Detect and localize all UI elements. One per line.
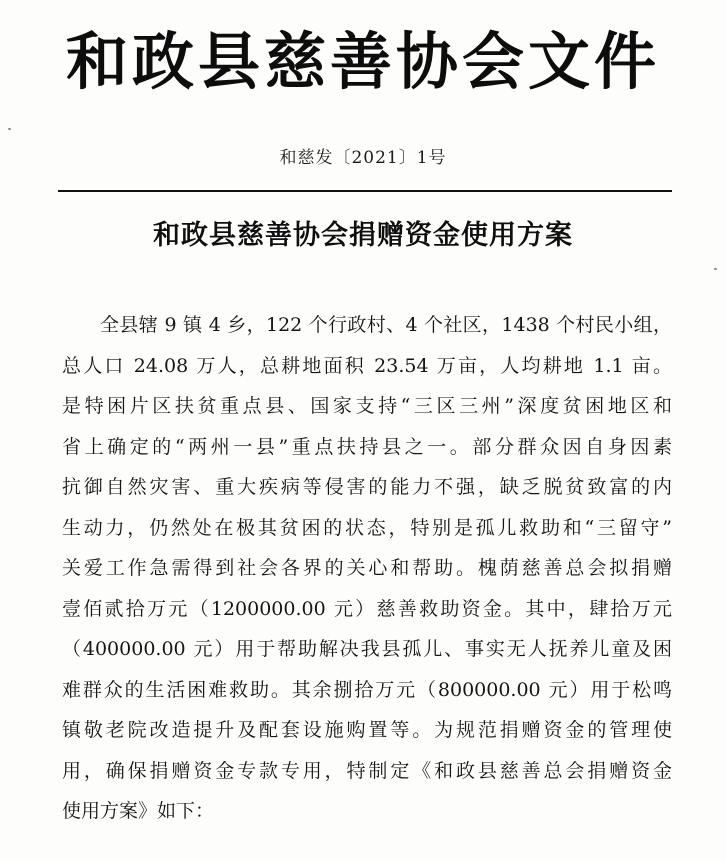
body-line: 使用方案》如下： [62, 800, 215, 822]
header-divider-line [58, 190, 672, 192]
document-number: 和慈发〔2021〕1号 [279, 148, 447, 168]
body-line: 省上确定的“两州一县”重点扶持县之一。部分群众因自身因素 [62, 435, 672, 458]
body-line: 总人口 24.08 万人，总耕地面积 23.54 万亩，人均耕地 1.1 亩。 [62, 354, 672, 377]
body-line: 难群众的生活困难救助。其余捌拾万元（800000.00 元）用于松鸣 [62, 678, 672, 701]
body-line: （400000.00 元）用于帮助解决我县孤儿、事实无人抚养儿童及困 [62, 638, 672, 660]
body-line: 是特困片区扶贫重点县、国家支持“三区三州”深度贫困地区和 [62, 395, 672, 417]
scan-speck [714, 268, 717, 270]
body-line: 全县辖 9 镇 4 乡，122 个行政村、4 个社区，1438 个村民小组， [100, 314, 672, 336]
body-line: 用，确保捐赠资金专款专用，特制定《和政县慈善总会捐赠资金 [62, 759, 672, 782]
scan-speck [8, 128, 11, 130]
body-line: 抗御自然灾害、重大疾病等侵害的能力不强，缺乏脱贫致富的内 [62, 476, 672, 498]
body-paragraph [62, 305, 672, 832]
document-title: 和政县慈善协会捐赠资金使用方案 [153, 220, 573, 251]
body-line: 生动力，仍然处在极其贫困的状态，特别是孤儿救助和“三留守” [62, 516, 672, 539]
organization-header-title: 和政县慈善协会文件 [65, 25, 660, 98]
body-line: 关爱工作急需得到社会各界的关心和帮助。槐荫慈善总会拟捐赠 [62, 557, 672, 579]
body-line: 镇敬老院改造提升及配套设施购置等。为规范捐赠资金的管理使 [62, 719, 672, 741]
body-line: 壹佰贰拾万元（1200000.00 元）慈善救助资金。其中，肆拾万元 [62, 597, 672, 620]
